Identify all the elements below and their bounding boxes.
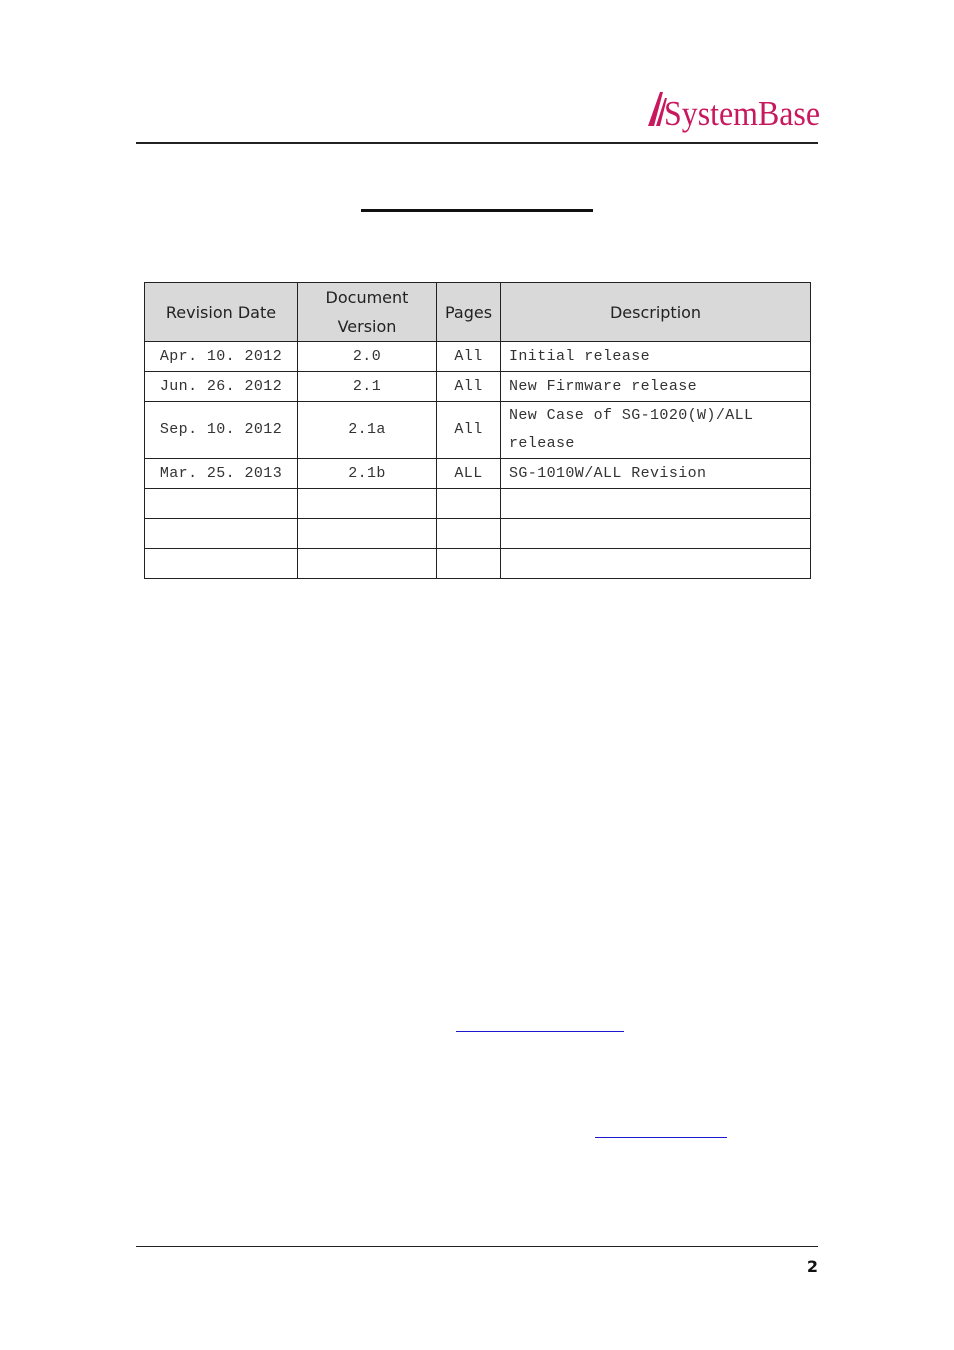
header-rule — [136, 142, 818, 144]
cell-description: New Firmware release — [501, 372, 811, 402]
table-row — [145, 372, 811, 402]
cell-pages — [437, 549, 501, 579]
cell-pages: All — [437, 372, 501, 402]
cell-description — [501, 519, 811, 549]
cell-document-version: 2.1b — [298, 459, 437, 489]
cell-description-text: New Case of SG-1020(W)/ALL release — [509, 407, 754, 452]
table-row — [145, 459, 811, 489]
cell-revision-date: Apr. 10. 2012 — [145, 342, 298, 372]
cell-document-version — [298, 489, 437, 519]
column-header-description: Description — [501, 283, 811, 342]
hyperlink-underline[interactable] — [595, 1137, 727, 1138]
cell-pages — [437, 489, 501, 519]
cell-description — [501, 489, 811, 519]
column-header-document-version-label: Document Version — [325, 288, 409, 336]
cell-document-version: 2.1a — [298, 402, 437, 459]
table-row — [145, 489, 811, 519]
cell-description: Initial release — [501, 342, 811, 372]
cell-revision-date: Sep. 10. 2012 — [145, 402, 298, 459]
cell-document-version: 2.0 — [298, 342, 437, 372]
cell-revision-date — [145, 519, 298, 549]
table-row — [145, 402, 811, 459]
cell-description — [501, 549, 811, 579]
column-header-pages: Pages — [437, 283, 501, 342]
cell-pages — [437, 519, 501, 549]
cell-pages: ALL — [437, 459, 501, 489]
cell-pages: All — [437, 342, 501, 372]
cell-document-version — [298, 519, 437, 549]
page-number: 2 — [806, 1257, 818, 1276]
hyperlink-underline[interactable] — [456, 1031, 624, 1032]
table-row — [145, 519, 811, 549]
logo-wordmark: SystemBase — [664, 94, 820, 133]
footer-rule — [136, 1246, 818, 1247]
table-row — [145, 549, 811, 579]
cell-document-version — [298, 549, 437, 579]
revision-history-table — [144, 282, 811, 579]
table-header-row — [145, 283, 811, 342]
cell-revision-date: Jun. 26. 2012 — [145, 372, 298, 402]
column-header-revision-date: Revision Date — [145, 283, 298, 342]
cell-revision-date: Mar. 25. 2013 — [145, 459, 298, 489]
column-header-document-version — [298, 283, 437, 342]
cell-document-version: 2.1 — [298, 372, 437, 402]
table-row — [145, 342, 811, 372]
cell-revision-date — [145, 489, 298, 519]
cell-description — [501, 402, 811, 459]
cell-revision-date — [145, 549, 298, 579]
cell-description: SG-1010W/ALL Revision — [501, 459, 811, 489]
systembase-logo — [646, 88, 822, 134]
cell-pages: All — [437, 402, 501, 459]
title-underline — [361, 209, 593, 212]
